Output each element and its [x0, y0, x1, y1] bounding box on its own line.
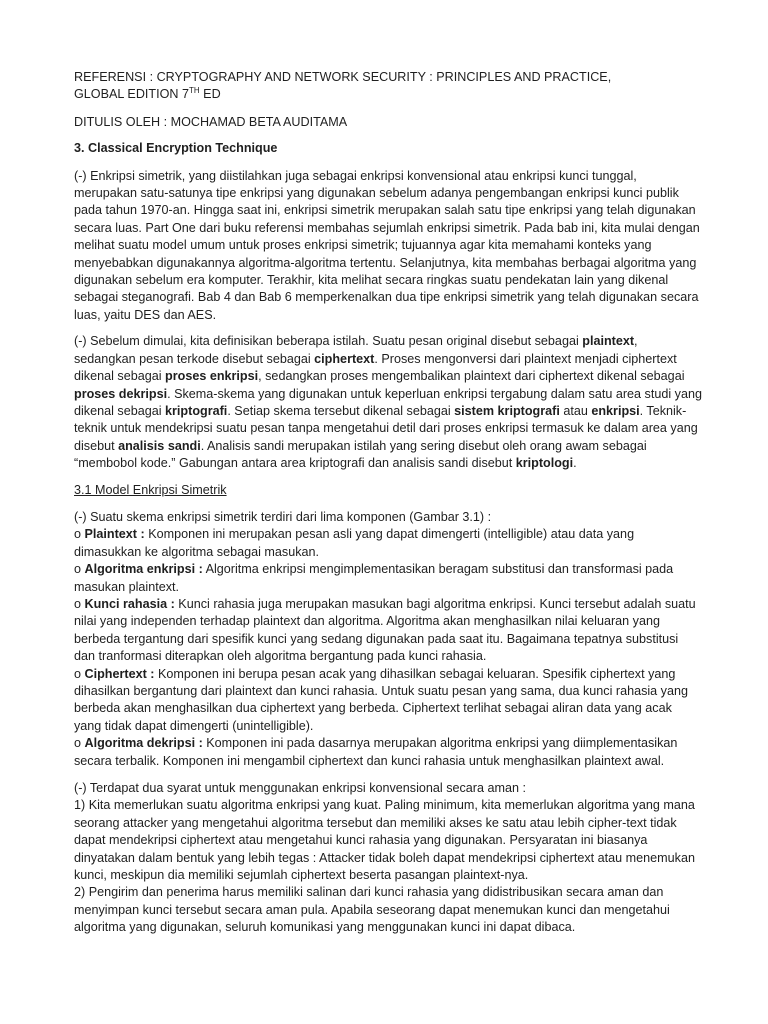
component-text: Komponen ini pada dasarnya merupakan algoritma enkripsi yang diimplementasikan secara terbalik. Komponen ini mengambil ciphertext dan kunci rahasia untuk menghasilkan plaintext awal.	[74, 736, 678, 768]
list-item	[74, 735, 702, 770]
author-line	[74, 114, 702, 131]
list-item	[74, 561, 702, 596]
reference-edition-suffix: ED	[199, 87, 221, 102]
p2-text-8: . Teknik-teknik untuk mendekripsi suatu pesan tanpa mengetahui detil dari proses enkripsi termasuk ke dalam area yang disebut	[74, 403, 698, 453]
component-text: Komponen ini merupakan pesan asli yang dapat dimengerti (intelligible) atau data yang dimasukkan ke algoritma sebagai masukan.	[74, 527, 635, 559]
p2-text-7: atau	[559, 403, 592, 418]
components-list	[74, 526, 702, 770]
term-kriptologi: kriptologi	[515, 456, 574, 471]
list-item	[74, 666, 702, 736]
reference-edition: GLOBAL EDITION 7	[74, 87, 190, 102]
component-term: Algoritma enkripsi :	[84, 562, 203, 577]
p2-text-3: . Proses mengonversi dari plaintext menjadi ciphertext dikenal sebagai	[74, 351, 677, 384]
subsection-title: 3.1 Model Enkripsi Simetrik	[74, 482, 227, 497]
requirements-lead: (-) Terdapat dua syarat untuk menggunakan enkripsi konvensional secara aman :	[74, 781, 527, 796]
p2-text-1: (-) Sebelum dimulai, kita definisikan beberapa istilah. Suatu pesan original disebut sebagai	[74, 334, 583, 349]
term-enkripsi: enkripsi	[591, 403, 640, 418]
term-proses-enkripsi: proses enkripsi	[165, 369, 259, 384]
component-term: Kunci rahasia :	[84, 596, 175, 611]
requirement-item: 1) Kita memerlukan suatu algoritma enkripsi yang kuat. Paling minimum, kita memerlukan algoritma yang mana seorang attacker yang mengetahui algoritma tersebut dan memiliki akses ke satu atau lebih cipher-text tidak dapat mendekripsi ciphertext atau mengetahui kunci rahasia yang digunakan. Persyaratan ini biasanya dinyatakan dalam bentuk yang lebih tegas : Attacker tidak boleh dapat mendekripsi ciphertext atau menemukan kunci, meskipun dia memiliki sejumlah ciphertext beserta pasangan plaintext-nya.	[74, 798, 695, 883]
component-term: Ciphertext :	[84, 666, 155, 681]
term-sistem-kriptografi: sistem kriptografi	[454, 403, 560, 418]
component-term: Plaintext :	[84, 527, 145, 542]
bullet-marker: o	[74, 596, 85, 611]
reference-line-2	[74, 86, 702, 103]
component-text: Algoritma enkripsi mengimplementasikan beragam substitusi dan transformasi pada masukan plaintext.	[74, 562, 674, 594]
term-analisis-sandi: analisis sandi	[118, 438, 201, 453]
p2-text-9: . Analisis sandi merupakan istilah yang sering disebut oleh orang awam sebagai “membobol kode.” Gabungan antara area kriptografi dan analisis sandi disebut	[74, 438, 647, 471]
term-proses-dekripsi: proses dekripsi	[74, 386, 168, 401]
list-item	[74, 596, 702, 666]
intro-paragraph-2	[74, 333, 702, 472]
edition-superscript: TH	[189, 86, 200, 96]
bullet-marker: o	[74, 527, 85, 542]
term-plaintext: plaintext	[582, 334, 635, 349]
p2-text-10: .	[573, 456, 577, 471]
author-text: DITULIS OLEH : MOCHAMAD BETA AUDITAMA	[74, 114, 348, 129]
list-item	[74, 526, 702, 561]
component-text: Kunci rahasia juga merupakan masukan bagi algoritma enkripsi. Kunci tersebut adalah suatu nilai yang independen terhadap plaintext dan algoritma. Algoritma akan menghasilkan nilai keluaran yang berbeda tergantung dari spesifik kunci yang sedang digunakan pada saat itu. Bagaimana tepatnya substitusi dan tranformasi diterapkan oleh algoritma bergantung pada kunci rahasia.	[74, 596, 696, 664]
p2-text-4: , sedangkan proses mengembalikan plaintext dari ciphertext dikenal sebagai	[258, 369, 685, 384]
bullet-marker: o	[74, 736, 85, 751]
reference-line-1	[74, 69, 702, 86]
components-lead: (-) Suatu skema enkripsi simetrik terdiri dari lima komponen (Gambar 3.1) :	[74, 509, 492, 524]
p2-text-6: . Setiap skema tersebut dikenal sebagai	[227, 403, 455, 418]
p2-text-2: , sedangkan pesan terkode disebut sebagai	[74, 334, 638, 366]
component-text: Komponen ini berupa pesan acak yang dihasilkan sebagai keluaran. Spesifik ciphertext yang dihasilkan bergantung dari plaintext dan kunci rahasia. Untuk suatu pesan yang sama, dua kunci rahasia yang berbeda akan menghasilkan dua ciphertext yang berbeda. Ciphertext terlihat sebagai aliran data yang acak yang tidak dapat dimengerti (unintelligible).	[74, 666, 688, 733]
reference-text-1: REFERENSI : CRYPTOGRAPHY AND NETWORK SECURITY : PRINCIPLES AND PRACTICE,	[74, 70, 612, 84]
bullet-marker: o	[74, 562, 85, 577]
p2-text-5: . Skema-skema yang digunakan untuk keperluan enkripsi tergabung dalam satu area studi yang dikenal sebagai	[74, 386, 702, 418]
requirement-item: 2) Pengirim dan penerima harus memiliki salinan dari kunci rahasia yang didistribusikan secara aman dan menyimpan kunci tersebut secara aman pula. Apabila seseorang dapat menemukan kunci dan mengetahui algoritma yang digunakan, seluruh komunikasi yang menggunakan kunci ini dapat dibaca.	[74, 885, 670, 935]
intro-paragraph-1: (-) Enkripsi simetrik, yang diistilahkan juga sebagai enkripsi konvensional atau enkripsi kunci tunggal, merupakan satu-satunya tipe enkripsi yang digunakan sebelum adanya pengembangan enkripsi kunci publik pada tahun 1970-an. Hingga saat ini, enkripsi simetrik merupakan salah satu tipe enkripsi yang telah digunakan secara luas. Part One dari buku referensi membahas sejumlah enkripsi simetrik. Pada bab ini, kita mulai dengan melihat suatu model umum untuk proses enkripsi simetrik; tujuannya agar kita memahami konteks yang menyebabkan digunakannya algoritma-algoritma tertentu. Selanjutnya, kita membahas berbagai algoritma yang digunakan sebelum era komputer. Terakhir, kita melihat secara ringkas suatu pendekatan lain yang dikenal sebagai steganografi. Bab 4 dan Bab 6 memperkenalkan dua tipe enkripsi simetrik yang telah digunakan secara luas, yaitu DES dan AES.	[74, 168, 700, 322]
term-ciphertext: ciphertext	[314, 351, 375, 366]
bullet-marker: o	[74, 666, 85, 681]
term-kriptografi: kriptografi	[165, 403, 228, 418]
section-title: 3. Classical Encryption Technique	[74, 141, 278, 156]
document-page	[74, 69, 702, 937]
component-term: Algoritma dekripsi :	[84, 736, 203, 751]
